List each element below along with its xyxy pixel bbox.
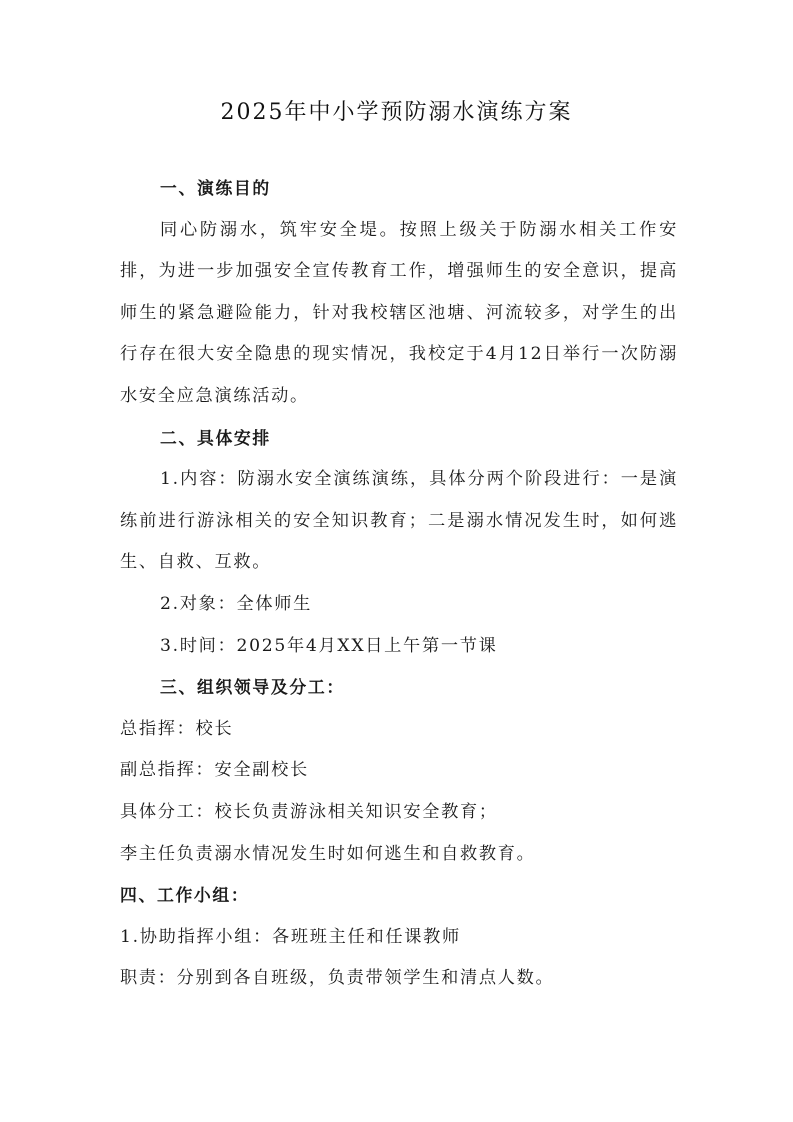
deputy-commander-line: 副总指挥：安全副校长 [120,760,309,781]
document-title: 2025年中小学预防溺水演练方案 [220,100,573,125]
arrangement-time: 3.时间：2025年4月XX日上午第一节课 [160,635,498,656]
arrangement-target: 2.对象：全体师生 [160,593,313,614]
section-heading-purpose: 一、演练目的 [160,178,271,198]
duties-line: 职责：分别到各自班级，负责带领学生和清点人数。 [120,968,555,989]
section-heading-working-group: 四、工作小组： [120,885,250,906]
division-of-labor-line: 具体分工：校长负责游泳相关知识安全教育； [120,801,498,822]
arrangement-content: 1.内容：防溺水安全演练演练，具体分两个阶段进行：一是演练前进行游泳相关的安全知识教育；二是溺水情况发生时，如何逃生、自救、互救。 [120,469,678,573]
section-heading-organization: 三、组织领导及分工： [160,677,345,698]
document-body [120,168,678,1000]
assist-command-group-line: 1.协助指挥小组：各班班主任和任课教师 [120,926,461,947]
director-li-line: 李主任负责溺水情况发生时如何逃生和自救教育。 [120,843,536,864]
section-heading-arrangement: 二、具体安排 [160,427,271,448]
purpose-paragraph: 同心防溺水，筑牢安全堤。按照上级关于防溺水相关工作安排，为进一步加强安全宣传教育工作，增强师生的安全意识，提高师生的紧急避险能力，针对我校辖区池塘、河流较多，对学生的出行存在很大安全隐患的现实情况，我校定于4月12日举行一次防溺水安全应急演练活动。 [120,219,678,406]
commander-line: 总指挥：校长 [120,718,234,739]
